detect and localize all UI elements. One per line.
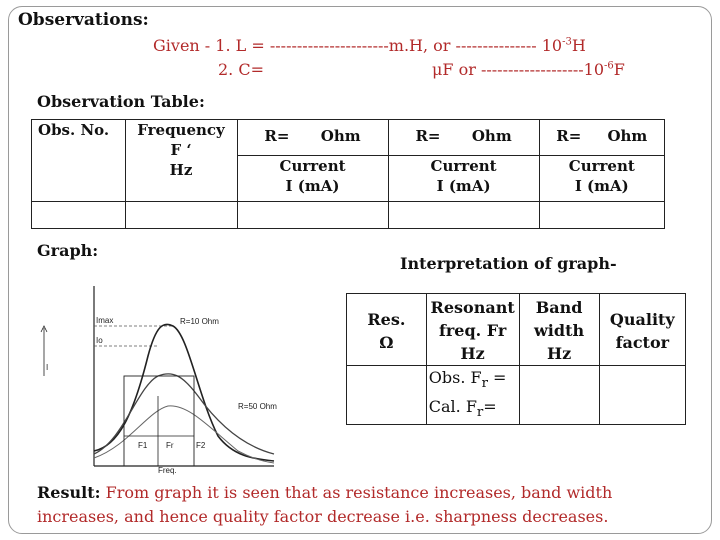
quality-header — [599, 294, 685, 366]
given-line2-exp: -6 — [604, 60, 614, 72]
res-header — [347, 294, 427, 366]
frequency-header — [125, 120, 237, 202]
resonant-label: Resonant — [430, 298, 515, 317]
result-line-1 — [37, 481, 612, 505]
resonant-header — [426, 294, 519, 366]
r-label-2: R= — [415, 127, 441, 145]
current-header-2 — [388, 156, 539, 202]
quality-label: Quality — [609, 310, 675, 329]
cal-fr-line — [429, 395, 519, 424]
result-text-1: From graph it is seen that as resistance increases, band width — [100, 483, 613, 502]
cal-fr-label: Cal. F — [428, 397, 477, 417]
obs-no-header — [32, 120, 126, 202]
bandwidth-unit: Hz — [546, 344, 572, 363]
result-paragraph — [37, 481, 612, 529]
table-cell — [125, 202, 237, 229]
obs-fr-line — [429, 366, 519, 395]
cal-fr-eq: = — [483, 397, 497, 417]
graph-r10-label: R=10 Ohm — [180, 317, 219, 326]
given-line2-unit: F — [613, 60, 625, 79]
current-unit-1: I (mA) — [285, 177, 340, 195]
given-line1-text: Given - 1. L = ----------------------m.H, or --------------- 10 — [153, 36, 563, 55]
frequency-unit: Hz — [169, 161, 193, 179]
observations-title: Observations: — [18, 10, 149, 30]
resonance-curve-graph — [38, 276, 288, 476]
current-unit-3: I (mA) — [574, 177, 629, 195]
factor-label: factor — [615, 333, 670, 352]
obs-fr-label: Obs. F — [428, 368, 482, 387]
interpretation-title: Interpretation of graph- — [400, 254, 617, 273]
given-line1-exp: -3 — [562, 36, 572, 48]
bandwidth-box — [124, 376, 194, 466]
ohm-label-3: Ohm — [607, 127, 648, 145]
obs-fr-eq: = — [487, 368, 507, 387]
observation-table-title: Observation Table: — [37, 92, 205, 111]
given-inductance-line — [153, 36, 586, 55]
graph-freq-label: Freq. — [158, 466, 177, 475]
given-line2-text: μF or -------------------10 — [432, 60, 605, 79]
table-cell — [32, 202, 126, 229]
cal-fr-sub: r — [476, 405, 484, 421]
graph-io-label: Io — [96, 336, 103, 345]
r-label-3: R= — [556, 127, 582, 145]
current-header-3 — [539, 156, 664, 202]
r10-curve — [94, 324, 274, 461]
width-label: width — [534, 321, 585, 340]
graph-f1-label: F1 — [138, 441, 148, 450]
res-label: Res. — [367, 310, 406, 329]
graph-imax-label: Imax — [96, 316, 114, 325]
result-label: Result: — [37, 483, 101, 502]
table-cell — [237, 202, 388, 229]
resonant-freq-label: freq. Fr — [438, 321, 507, 340]
table-cell — [519, 366, 599, 425]
resistance-header-2 — [388, 120, 539, 156]
resistance-header-1 — [237, 120, 388, 156]
bandwidth-header — [519, 294, 599, 366]
given-capacitance-label: 2. C= — [218, 60, 264, 79]
table-row — [347, 366, 686, 425]
given-line1-unit: H — [571, 36, 586, 55]
graph-label: Graph: — [37, 241, 99, 260]
r100-curve — [94, 406, 274, 463]
frequency-label: Frequency — [137, 121, 225, 139]
resonant-unit: Hz — [460, 344, 485, 363]
interpretation-table — [346, 293, 686, 425]
graph-fr-label: Fr — [166, 441, 174, 450]
current-label-2: Current — [430, 157, 497, 175]
res-unit: Ω — [379, 333, 394, 352]
resistance-header-3 — [539, 120, 664, 156]
table-cell — [539, 202, 664, 229]
ohm-label-1: Ohm — [320, 127, 361, 145]
frequency-symbol: F ‘ — [170, 141, 192, 159]
fr-values-cell — [426, 366, 519, 425]
table-cell — [347, 366, 427, 425]
table-cell — [599, 366, 685, 425]
current-label-3: Current — [568, 157, 635, 175]
obs-no-label: Obs. No. — [38, 121, 110, 139]
given-capacitance-line — [432, 60, 625, 79]
ohm-label-2: Ohm — [471, 127, 512, 145]
current-label-1: Current — [279, 157, 346, 175]
current-unit-2: I (mA) — [436, 177, 491, 195]
band-label: Band — [535, 298, 583, 317]
r-label-1: R= — [264, 127, 290, 145]
result-text-2: increases, and hence quality factor decrease i.e. sharpness decreases. — [37, 507, 609, 526]
graph-f2-label: F2 — [196, 441, 206, 450]
graph-axis-i-label: I — [46, 363, 49, 372]
obs-fr-sub: r — [481, 376, 488, 392]
current-header-1 — [237, 156, 388, 202]
graph-r50-label: R=50 Ohm — [238, 402, 277, 411]
observation-table — [31, 119, 665, 229]
table-cell — [388, 202, 539, 229]
table-row — [32, 202, 665, 229]
